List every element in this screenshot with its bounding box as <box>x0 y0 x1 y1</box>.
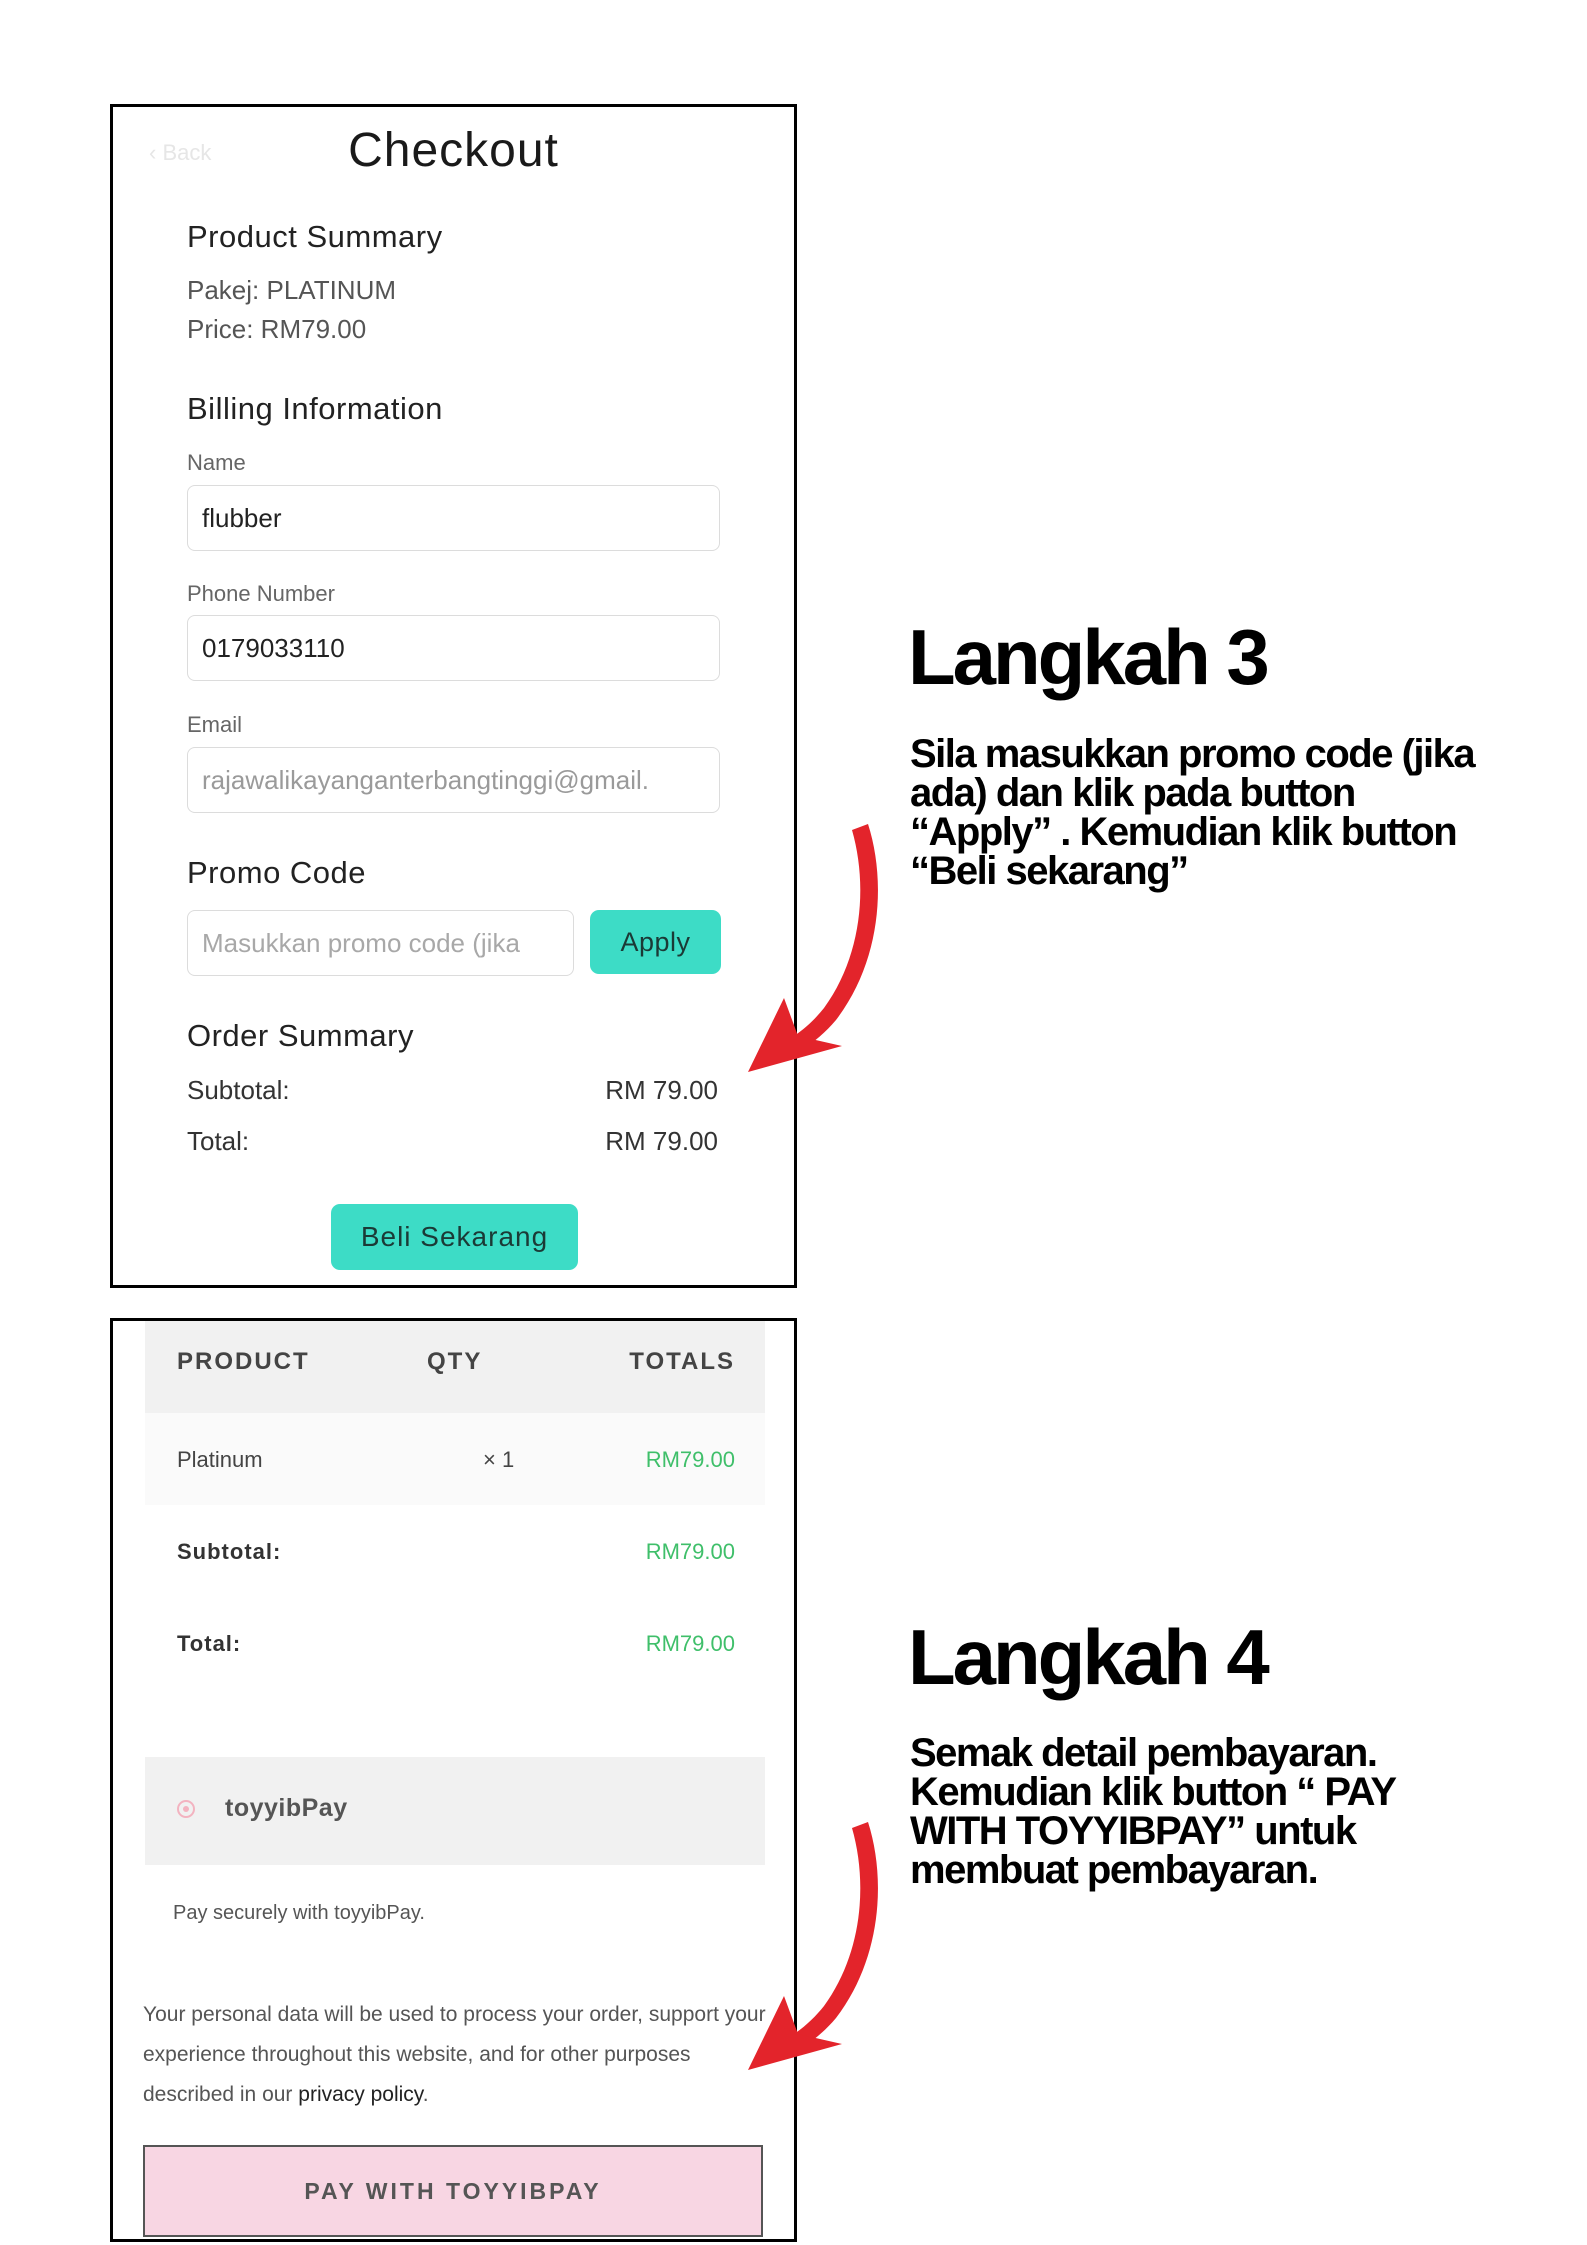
product-summary-heading: Product Summary <box>187 219 443 254</box>
red-arrow-icon <box>740 1808 900 2078</box>
step-4-line: membuat pembayaran. <box>910 1848 1318 1892</box>
subtotal-label: Subtotal: <box>187 1075 290 1105</box>
name-field[interactable] <box>187 485 720 551</box>
email-label: Email <box>187 712 243 737</box>
step-3-line: Sila masukkan promo code (jika <box>910 732 1475 776</box>
step-4-text <box>910 1731 1550 1892</box>
promo-heading: Promo Code <box>187 855 367 890</box>
step-3-line: “Apply” . Kemudian klik button <box>910 810 1457 854</box>
order-subtotal-value: RM79.00 <box>645 1539 735 1564</box>
apply-button[interactable]: Apply <box>590 910 721 974</box>
billing-heading: Billing Information <box>187 391 443 426</box>
order-total-label: Total: <box>177 1631 242 1656</box>
step-4-line: Kemudian klik button “ PAY <box>910 1770 1396 1814</box>
subtotal-value: RM 79.00 <box>605 1075 718 1105</box>
phone-field[interactable] <box>187 615 720 681</box>
back-label: Back <box>162 140 212 165</box>
item-qty: × 1 <box>483 1447 515 1472</box>
order-subtotal-label: Subtotal: <box>177 1539 282 1564</box>
table-header <box>145 1321 765 1413</box>
step-4-title: Langkah 4 <box>908 1613 1267 1701</box>
payment-method-name: toyyibPay <box>225 1794 348 1822</box>
total-value: RM 79.00 <box>605 1126 718 1156</box>
red-arrow-icon <box>740 810 900 1080</box>
item-total: RM79.00 <box>645 1447 735 1472</box>
privacy-end: . <box>422 2083 429 2106</box>
radio-icon[interactable] <box>177 1800 195 1818</box>
step-4-line: WITH TOYYIBPAY” untuk <box>910 1809 1356 1853</box>
total-label: Total: <box>187 1126 250 1156</box>
order-summary-heading: Order Summary <box>187 1018 414 1053</box>
privacy-text: Your personal data will be used to process your order, support your experience throughout this website, and for other purposes described in our <box>143 2003 766 2106</box>
promo-input[interactable] <box>187 910 574 976</box>
order-total-value: RM79.00 <box>645 1631 735 1656</box>
step-3-line: ada) dan klik pada button <box>910 771 1355 815</box>
package-line: Pakej: PLATINUM <box>187 275 397 305</box>
step-3-line: “Beli sekarang” <box>910 849 1188 893</box>
page-title: Checkout <box>348 124 559 177</box>
subtotal-row <box>145 1505 765 1597</box>
total-row <box>145 1597 765 1689</box>
table-row <box>145 1413 765 1505</box>
totals-header: TOTALS <box>629 1348 735 1375</box>
payment-note: Pay securely with toyyibPay. <box>173 1902 425 1924</box>
step-3-text <box>910 732 1550 893</box>
pay-with-toyyibpay-button[interactable]: PAY WITH TOYYIBPAY <box>143 2145 763 2237</box>
name-label: Name <box>187 450 246 475</box>
phone-label: Phone Number <box>187 581 335 606</box>
checkout-screenshot <box>110 104 797 1288</box>
order-review-screenshot <box>110 1318 797 2242</box>
qty-header: QTY <box>427 1348 483 1375</box>
price-line: Price: RM79.00 <box>187 314 367 344</box>
email-field[interactable] <box>187 747 720 813</box>
step-4-line: Semak detail pembayaran. <box>910 1731 1377 1775</box>
product-header: PRODUCT <box>177 1348 310 1375</box>
step-3-title: Langkah 3 <box>908 613 1267 701</box>
privacy-notice <box>143 1995 773 2115</box>
beli-sekarang-button[interactable]: Beli Sekarang <box>331 1204 578 1270</box>
privacy-policy-link[interactable]: privacy policy <box>298 2083 423 2106</box>
payment-method-option[interactable] <box>145 1757 765 1865</box>
back-link[interactable]: ‹ Back <box>149 140 212 165</box>
item-name: Platinum <box>177 1447 263 1472</box>
